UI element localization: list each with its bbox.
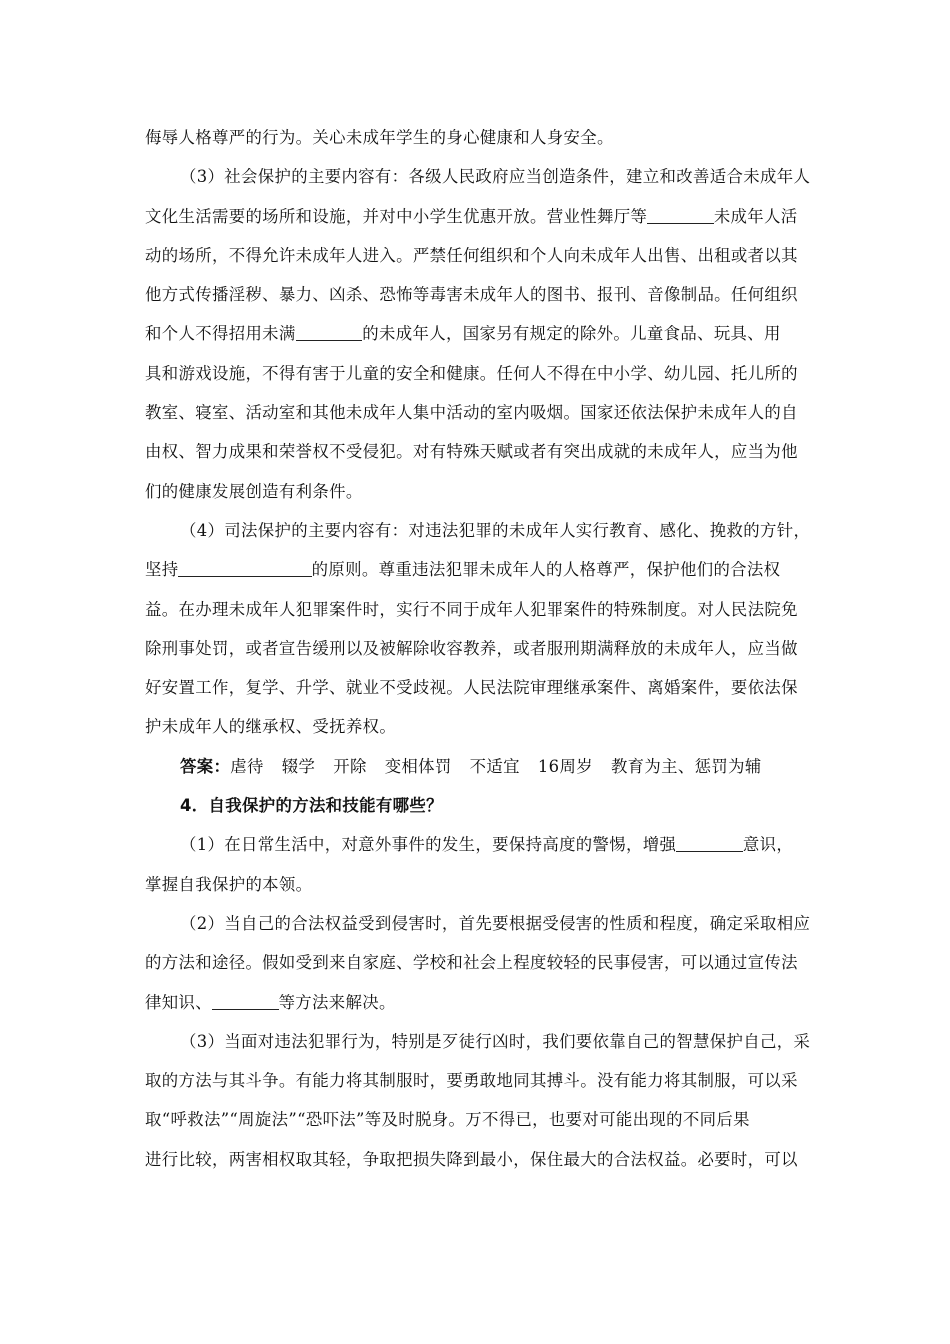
text-line [145, 393, 810, 432]
text-segment: 文化生活需要的场所和设施，并对中小学生优惠开放。营业性舞厅等 [145, 206, 648, 226]
text-segment: 掌握自我保护的本领。 [145, 874, 313, 894]
text-line [145, 943, 810, 982]
text-line [145, 1100, 810, 1139]
text-line [145, 314, 810, 353]
text-segment: （2）当自己的合法权益受到侵害时，首先要根据受侵害的性质和程度，确定采取相应 [180, 913, 811, 933]
answer-label: 答案： [180, 756, 231, 776]
fill-in-blank [296, 324, 363, 341]
text-line [145, 432, 810, 471]
text-line [145, 707, 810, 746]
question-heading: 4．自我保护的方法和技能有哪些？ [180, 796, 443, 816]
text-segment: 进行比较，两害相权取其轻，争取把损失降到最小，保住最大的合法权益。必要时，可以 [145, 1149, 798, 1169]
text-segment: 侮辱人格尊严的行为。关心未成年学生的身心健康和人身安全。 [145, 128, 614, 147]
answer-line [145, 747, 810, 786]
fill-in-blank [178, 560, 311, 577]
answer-item: 变相体罚 [384, 756, 452, 776]
text-segment: 和个人不得招用未满 [145, 324, 296, 344]
text-segment: 未成年人活 [713, 206, 798, 226]
answer-items [230, 757, 761, 776]
text-line [145, 825, 810, 864]
text-line [145, 865, 810, 904]
answer-item: 16周岁 [537, 756, 593, 776]
answer-item: 不适宜 [469, 756, 520, 776]
text-line [145, 354, 810, 393]
text-segment: 具和游戏设施，不得有害于儿童的安全和健康。任何人不得在中小学、幼儿园、托儿所的 [145, 363, 798, 383]
text-segment: 护未成年人的继承权、受抚养权。 [145, 717, 397, 737]
text-segment: （1）在日常生活中，对意外事件的发生，要保持高度的警惕，增强 [180, 835, 677, 855]
text-line [145, 511, 810, 550]
text-segment: 取的方法与其斗争。有能力将其制服时，要勇敢地同其搏斗。没有能力将其制服，可以采 [145, 1071, 798, 1091]
text-segment: 律知识、 [145, 992, 212, 1012]
answer-item: 虐待 [230, 756, 264, 776]
fill-in-blank [212, 993, 279, 1010]
document-page [145, 118, 810, 1179]
text-segment: （4）司法保护的主要内容有：对违法犯罪的未成年人实行教育、感化、挽救的方针， [180, 520, 811, 540]
paragraph-block-legal-protection [145, 118, 810, 747]
text-segment: 的未成年人，国家另有规定的除外。儿童食品、玩具、用 [362, 324, 781, 344]
text-segment: 意识， [742, 835, 794, 855]
text-line [145, 1061, 810, 1100]
text-segment: 好安置工作，复学、升学、就业不受歧视。人民法院审理继承案件、离婚案件，要依法保 [145, 678, 798, 698]
text-line [145, 236, 810, 275]
text-line [145, 629, 810, 668]
text-segment: 除刑事处罚，或者宣告缓刑以及被解除收容教养，或者服刑期满释放的未成年人，应当做 [145, 638, 798, 658]
text-line [145, 157, 810, 196]
text-line [145, 550, 810, 589]
text-line [145, 983, 810, 1022]
text-segment: 由权、智力成果和荣誉权不受侵犯。对有特殊天赋或者有突出成就的未成年人，应当为他 [145, 442, 798, 462]
text-segment: 坚持 [145, 560, 179, 580]
text-line [145, 668, 810, 707]
text-segment: 们的健康发展创造有利条件。 [145, 481, 363, 501]
text-line [145, 590, 810, 629]
text-line [145, 1022, 810, 1061]
text-segment: 等方法来解决。 [278, 992, 396, 1012]
text-segment: （3）社会保护的主要内容有：各级人民政府应当创造条件，建立和改善适合未成年人 [180, 167, 811, 187]
text-segment: 取“呼救法”“周旋法”“恐吓法”等及时脱身。万不得已，也要对可能出现的不同后果 [145, 1110, 750, 1130]
text-segment: 教室、寝室、活动室和其他未成年人集中活动的室内吸烟。国家还依法保护未成年人的自 [145, 403, 798, 423]
paragraph-block-self-protection [145, 825, 810, 1179]
text-segment: 益。在办理未成年人犯罪案件时，实行不同于成年人犯罪案件的特殊制度。对人民法院免 [145, 599, 798, 619]
text-segment: 他方式传播淫秽、暴力、凶杀、恐怖等毒害未成年人的图书、报刊、音像制品。任何组织 [145, 285, 798, 305]
text-line [145, 904, 810, 943]
text-line [145, 472, 810, 511]
fill-in-blank [676, 835, 743, 852]
text-line [145, 275, 810, 314]
text-segment: 的原则。尊重违法犯罪未成年人的人格尊严，保护他们的合法权 [311, 560, 781, 580]
text-line [145, 118, 810, 157]
fill-in-blank [647, 207, 714, 224]
text-segment: 动的场所，不得允许未成年人进入。严禁任何组织和个人向未成年人出售、出租或者以其 [145, 245, 798, 265]
answer-item: 开除 [333, 756, 367, 776]
text-line [145, 197, 810, 236]
text-segment: 的方法和途径。假如受到来自家庭、学校和社会上程度较轻的民事侵害，可以通过宣传法 [145, 953, 798, 973]
text-segment: （3）当面对违法犯罪行为，特别是歹徒行凶时，我们要依靠自己的智慧保护自己，采 [180, 1031, 811, 1051]
answer-item: 辍学 [281, 756, 316, 776]
text-line [145, 1140, 810, 1179]
answer-item: 教育为主、惩罚为辅 [610, 756, 762, 776]
